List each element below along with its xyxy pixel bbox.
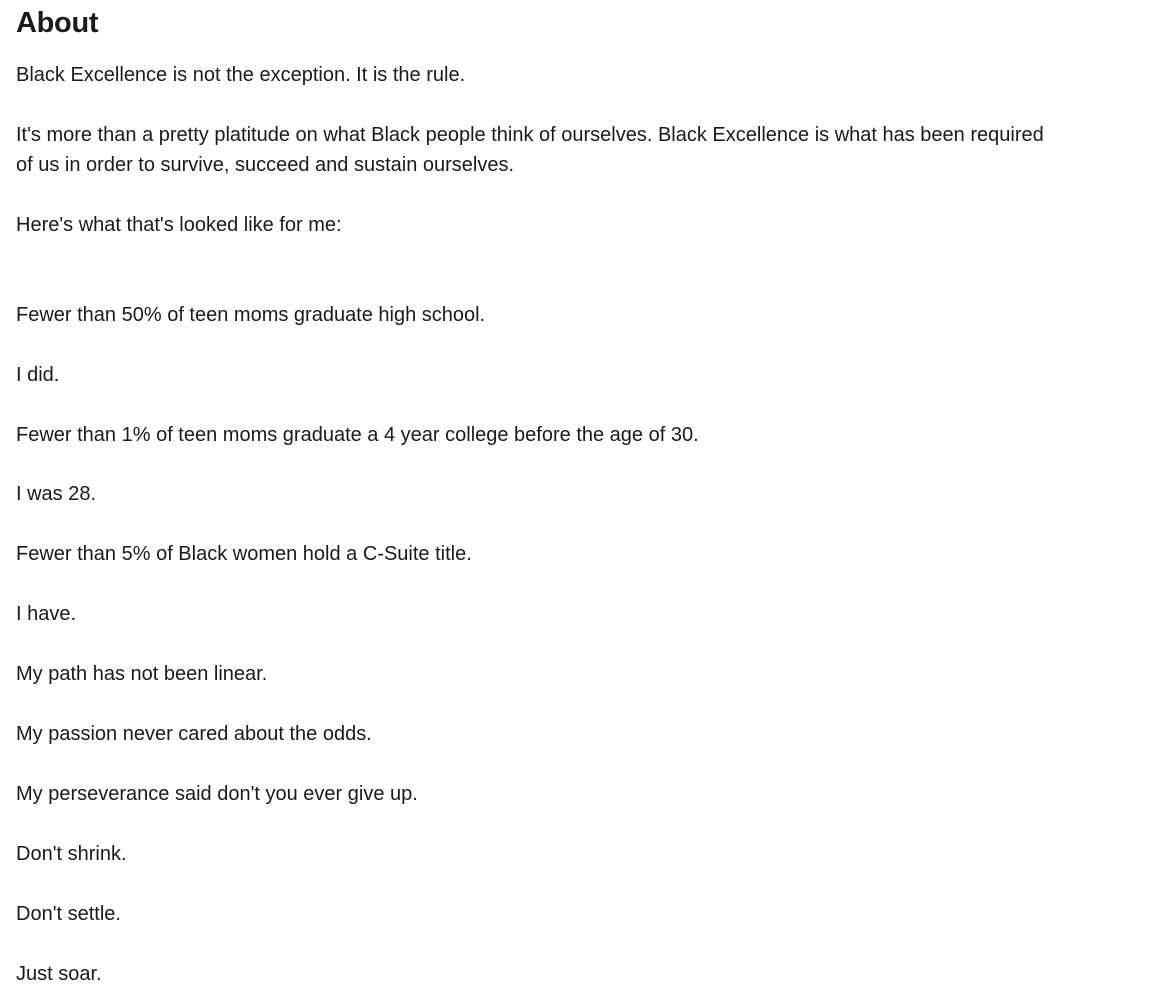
- paragraph-line-1: It's more than a pretty platitude on what Black people think of ourselves. Black Excellence is what has been required: [16, 124, 1044, 146]
- section-title: About: [16, 7, 99, 39]
- statement-line: Don't shrink.: [16, 843, 127, 865]
- statement-line: Fewer than 50% of teen moms graduate high school.: [16, 304, 486, 326]
- paragraph-line-2: of us in order to survive, succeed and sustain ourselves.: [16, 154, 515, 176]
- intro-text: Black Excellence is not the exception. It is the rule.: [16, 64, 466, 86]
- statement-line: My perseverance said don't you ever give up.: [16, 783, 418, 805]
- statement-line: My path has not been linear.: [16, 663, 268, 685]
- statement-line: I did.: [16, 364, 60, 386]
- statement-line: Don't settle.: [16, 903, 121, 925]
- statement-line: I was 28.: [16, 483, 97, 505]
- statement-line: I have.: [16, 603, 77, 625]
- lead-in-text: Here's what that's looked like for me:: [16, 214, 342, 236]
- statement-line: Fewer than 1% of teen moms graduate a 4 year college before the age of 30.: [16, 424, 699, 446]
- statement-line: My passion never cared about the odds.: [16, 723, 372, 745]
- statement-line: Just soar.: [16, 963, 102, 985]
- statement-line: Fewer than 5% of Black women hold a C-Suite title.: [16, 543, 472, 565]
